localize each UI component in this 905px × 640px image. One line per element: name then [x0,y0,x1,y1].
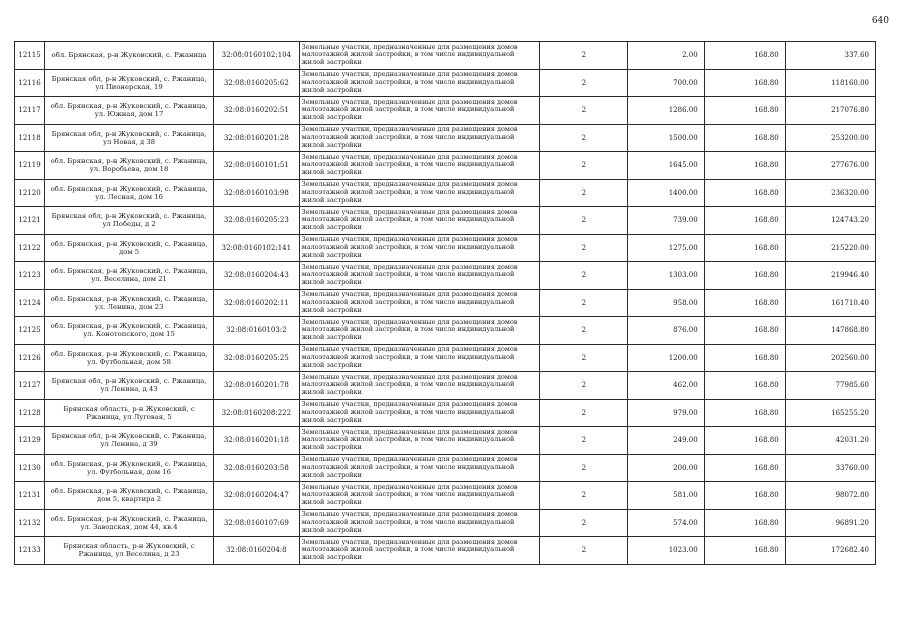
table-row [15,42,876,70]
address-cell: обл. Брянская, р-н Жуковский, с. Ржаница, дом 5, квартира 2 [45,482,214,510]
table-row [15,124,876,152]
land-use-cell: Земельные участки, предназначенные для размещения домов малоэтажной жилой застройки, в том числе индивидуальной жилой застройки [299,262,540,290]
cadastral-value-cell: 277676.00 [785,152,875,180]
cadastral-number-cell: 32:08:0160201:78 [214,372,300,400]
table-row [15,97,876,125]
area-cell: 574.00 [628,509,704,537]
cadastral-number-cell: 32:08:0160107:69 [214,509,300,537]
table-row [15,317,876,345]
address-cell: Брянская область, р-н Жуковский, с Ржаница, ул Веселина, д 23 [45,537,214,565]
rate-cell: 168.80 [704,482,785,510]
address-cell: Брянская обл, р-н Жуковский, с. Ржаница, ул Новая, д 38 [45,124,214,152]
cadastral-value-cell: 253200.00 [785,124,875,152]
area-cell: 1645.00 [628,152,704,180]
cadastral-value-cell: 217076.80 [785,97,875,125]
row-number: 12124 [15,289,45,317]
land-use-cell: Земельные участки, предназначенные для размещения домов малоэтажной жилой застройки, в том числе индивидуальной жилой застройки [299,537,540,565]
cadastral-value-cell: 42031.20 [785,427,875,455]
row-number: 12122 [15,234,45,262]
table-row [15,454,876,482]
rate-cell: 168.80 [704,344,785,372]
land-use-cell: Земельные участки, предназначенные для размещения домов малоэтажной жилой застройки, в том числе индивидуальной жилой застройки [299,344,540,372]
land-use-cell: Земельные участки, предназначенные для размещения домов малоэтажной жилой застройки, в том числе индивидуальной жилой застройки [299,482,540,510]
row-number: 12127 [15,372,45,400]
group-cell: 2 [540,344,628,372]
row-number: 12119 [15,152,45,180]
area-cell: 1200.00 [628,344,704,372]
group-cell: 2 [540,289,628,317]
land-use-cell: Земельные участки, предназначенные для размещения домов малоэтажной жилой застройки, в том числе индивидуальной жилой застройки [299,179,540,207]
cadastral-number-cell: 32:08:0160101:51 [214,152,300,180]
address-cell: обл. Брянская, р-н Жуковский, с. Ржаница, дом 5 [45,234,214,262]
rate-cell: 168.80 [704,509,785,537]
group-cell: 2 [540,537,628,565]
group-cell: 2 [540,509,628,537]
row-number: 12118 [15,124,45,152]
rate-cell: 168.80 [704,152,785,180]
rate-cell: 168.80 [704,372,785,400]
address-cell: Брянская обл, р-н Жуковский, с. Ржаница, ул Пионерская, 19 [45,69,214,97]
land-use-cell: Земельные участки, предназначенные для размещения домов малоэтажной жилой застройки, в том числе индивидуальной жилой застройки [299,317,540,345]
rate-cell: 168.80 [704,262,785,290]
area-cell: 200.00 [628,454,704,482]
land-use-cell: Земельные участки, предназначенные для размещения домов малоэтажной жилой застройки, в том числе индивидуальной жилой застройки [299,124,540,152]
group-cell: 2 [540,207,628,235]
area-cell: 700.00 [628,69,704,97]
row-number: 12130 [15,454,45,482]
cadastral-number-cell: 32:08:0160202:11 [214,289,300,317]
row-number: 12129 [15,427,45,455]
land-use-cell: Земельные участки, предназначенные для размещения домов малоэтажной жилой застройки, в том числе индивидуальной жилой застройки [299,152,540,180]
table-row [15,289,876,317]
rate-cell: 168.80 [704,399,785,427]
group-cell: 2 [540,262,628,290]
area-cell: 1400.00 [628,179,704,207]
cadastral-number-cell: 32:08:0160205:62 [214,69,300,97]
cadastral-value-cell: 161710.40 [785,289,875,317]
rate-cell: 168.80 [704,97,785,125]
group-cell: 2 [540,372,628,400]
row-number: 12126 [15,344,45,372]
group-cell: 2 [540,234,628,262]
cadastral-value-cell: 33760.00 [785,454,875,482]
table-row [15,344,876,372]
rate-cell: 168.80 [704,454,785,482]
cadastral-number-cell: 32:08:0160202:51 [214,97,300,125]
cadastral-number-cell: 32:08:0160102:141 [214,234,300,262]
row-number: 12128 [15,399,45,427]
group-cell: 2 [540,152,628,180]
cadastral-number-cell: 32:08:0160201:18 [214,427,300,455]
cadastral-number-cell: 32:08:0160204:47 [214,482,300,510]
address-cell: обл. Брянская, р-н Жуковский, с. Ржаница, ул. Веселина, дом 21 [45,262,214,290]
land-use-cell: Земельные участки, предназначенные для размещения домов малоэтажной жилой застройки, в том числе индивидуальной жилой застройки [299,97,540,125]
cadastral-value-cell: 236320.00 [785,179,875,207]
table-row [15,537,876,565]
group-cell: 2 [540,124,628,152]
cadastral-number-cell: 32:08:0160204:43 [214,262,300,290]
land-use-cell: Земельные участки, предназначенные для размещения домов малоэтажной жилой застройки, в том числе индивидуальной жилой застройки [299,69,540,97]
cadastral-number-cell: 32:08:0160103:98 [214,179,300,207]
table-row [15,69,876,97]
row-number: 12116 [15,69,45,97]
address-cell: обл. Брянская, р-н Жуковский, с. Ржаница, ул. Ленина, дом 23 [45,289,214,317]
cadastral-value-cell: 118160.00 [785,69,875,97]
row-number: 12123 [15,262,45,290]
table-row [15,399,876,427]
address-cell: Брянская обл, р-н Жуковский, с. Ржаница, ул Ленина, д 39 [45,427,214,455]
area-cell: 739.00 [628,207,704,235]
cadastral-value-cell: 215220.00 [785,234,875,262]
land-use-cell: Земельные участки, предназначенные для размещения домов малоэтажной жилой застройки, в том числе индивидуальной жилой застройки [299,399,540,427]
land-use-cell: Земельные участки, предназначенные для размещения домов малоэтажной жилой застройки, в том числе индивидуальной жилой застройки [299,372,540,400]
table-row [15,427,876,455]
rate-cell: 168.80 [704,317,785,345]
group-cell: 2 [540,427,628,455]
rate-cell: 168.80 [704,179,785,207]
page-number: 640 [871,16,889,26]
group-cell: 2 [540,482,628,510]
table-row [15,234,876,262]
cadastral-value-cell: 77985.60 [785,372,875,400]
cadastral-number-cell: 32:08:0160102:104 [214,42,300,70]
cadastral-value-cell: 124743.20 [785,207,875,235]
cadastral-value-cell: 98072.80 [785,482,875,510]
land-use-cell: Земельные участки, предназначенные для размещения домов малоэтажной жилой застройки, в том числе индивидуальной жилой застройки [299,454,540,482]
address-cell: Брянская обл, р-н Жуковский, с. Ржаница, ул Победы, д 2 [45,207,214,235]
land-use-cell: Земельные участки, предназначенные для размещения домов малоэтажной жилой застройки, в том числе индивидуальной жилой застройки [299,427,540,455]
land-use-cell: Земельные участки, предназначенные для размещения домов малоэтажной жилой застройки, в том числе индивидуальной жилой застройки [299,289,540,317]
area-cell: 2.00 [628,42,704,70]
table-row [15,179,876,207]
cadastral-number-cell: 32:08:0160203:58 [214,454,300,482]
row-number: 12121 [15,207,45,235]
rate-cell: 168.80 [704,289,785,317]
cadastral-value-cell: 147868.80 [785,317,875,345]
group-cell: 2 [540,42,628,70]
table-row [15,207,876,235]
group-cell: 2 [540,317,628,345]
group-cell: 2 [540,454,628,482]
address-cell: Брянская обл, р-н Жуковский, с. Ржаница, ул Ленина, д 43 [45,372,214,400]
cadastral-value-cell: 337.60 [785,42,875,70]
land-use-cell: Земельные участки, предназначенные для размещения домов малоэтажной жилой застройки, в том числе индивидуальной жилой застройки [299,509,540,537]
row-number: 12131 [15,482,45,510]
cadastral-value-cell: 172682.40 [785,537,875,565]
area-cell: 581.00 [628,482,704,510]
area-cell: 876.00 [628,317,704,345]
land-use-cell: Земельные участки, предназначенные для размещения домов малоэтажной жилой застройки, в том числе индивидуальной жилой застройки [299,207,540,235]
address-cell: обл. Брянская, р-н Жуковский, с. Ржаница [45,42,214,70]
table-row [15,152,876,180]
row-number: 12117 [15,97,45,125]
table-row [15,509,876,537]
rate-cell: 168.80 [704,427,785,455]
cadastral-value-cell: 96891.20 [785,509,875,537]
rate-cell: 168.80 [704,234,785,262]
row-number: 12133 [15,537,45,565]
row-number: 12115 [15,42,45,70]
area-cell: 462.00 [628,372,704,400]
land-use-cell: Земельные участки, предназначенные для размещения домов малоэтажной жилой застройки, в том числе индивидуальной жилой застройки [299,234,540,262]
cadastral-number-cell: 32:08:0160204:8 [214,537,300,565]
area-cell: 1023.00 [628,537,704,565]
area-cell: 1275.00 [628,234,704,262]
address-cell: обл. Брянская, р-н Жуковский, с. Ржаница, ул. Заводская, дом 44, кв.4 [45,509,214,537]
group-cell: 2 [540,97,628,125]
address-cell: обл. Брянская, р-н Жуковский, с. Ржаница, ул. Футбольная, дом 58 [45,344,214,372]
area-cell: 1303.00 [628,262,704,290]
group-cell: 2 [540,69,628,97]
land-registry-table [14,41,876,565]
address-cell: Брянская область, р-н Жуковский, с Ржаница, ул Луговая, 5 [45,399,214,427]
cadastral-value-cell: 219946.40 [785,262,875,290]
area-cell: 249.00 [628,427,704,455]
group-cell: 2 [540,179,628,207]
group-cell: 2 [540,399,628,427]
row-number: 12132 [15,509,45,537]
area-cell: 1500.00 [628,124,704,152]
cadastral-value-cell: 202560.00 [785,344,875,372]
address-cell: обл. Брянская, р-н Жуковский, с. Ржаница, ул. Южная, дом 17 [45,97,214,125]
cadastral-number-cell: 32:08:0160201:28 [214,124,300,152]
row-number: 12125 [15,317,45,345]
rate-cell: 168.80 [704,537,785,565]
row-number: 12120 [15,179,45,207]
rate-cell: 168.80 [704,42,785,70]
table-row [15,372,876,400]
rate-cell: 168.80 [704,124,785,152]
address-cell: обл. Брянская, р-н Жуковский, с. Ржаница, ул. Конотопского, дом 15 [45,317,214,345]
address-cell: обл. Брянская, р-н Жуковский, с. Ржаница, ул. Воробьева, дом 18 [45,152,214,180]
rate-cell: 168.80 [704,207,785,235]
area-cell: 979.00 [628,399,704,427]
table-row [15,482,876,510]
cadastral-number-cell: 32:08:0160205:25 [214,344,300,372]
area-cell: 1286.00 [628,97,704,125]
cadastral-number-cell: 32:08:0160205:23 [214,207,300,235]
cadastral-number-cell: 32:08:0160103:2 [214,317,300,345]
land-use-cell: Земельные участки, предназначенные для размещения домов малоэтажной жилой застройки, в том числе индивидуальной жилой застройки [299,42,540,70]
address-cell: обл. Брянская, р-н Жуковский, с. Ржаница, ул. Футбольная, дом 16 [45,454,214,482]
area-cell: 958.00 [628,289,704,317]
cadastral-number-cell: 32:08:0160208:222 [214,399,300,427]
registry-rows [15,42,876,565]
cadastral-value-cell: 165255.20 [785,399,875,427]
table-row [15,262,876,290]
rate-cell: 168.80 [704,69,785,97]
address-cell: обл. Брянская, р-н Жуковский, с. Ржаница, ул. Лесная, дом 16 [45,179,214,207]
